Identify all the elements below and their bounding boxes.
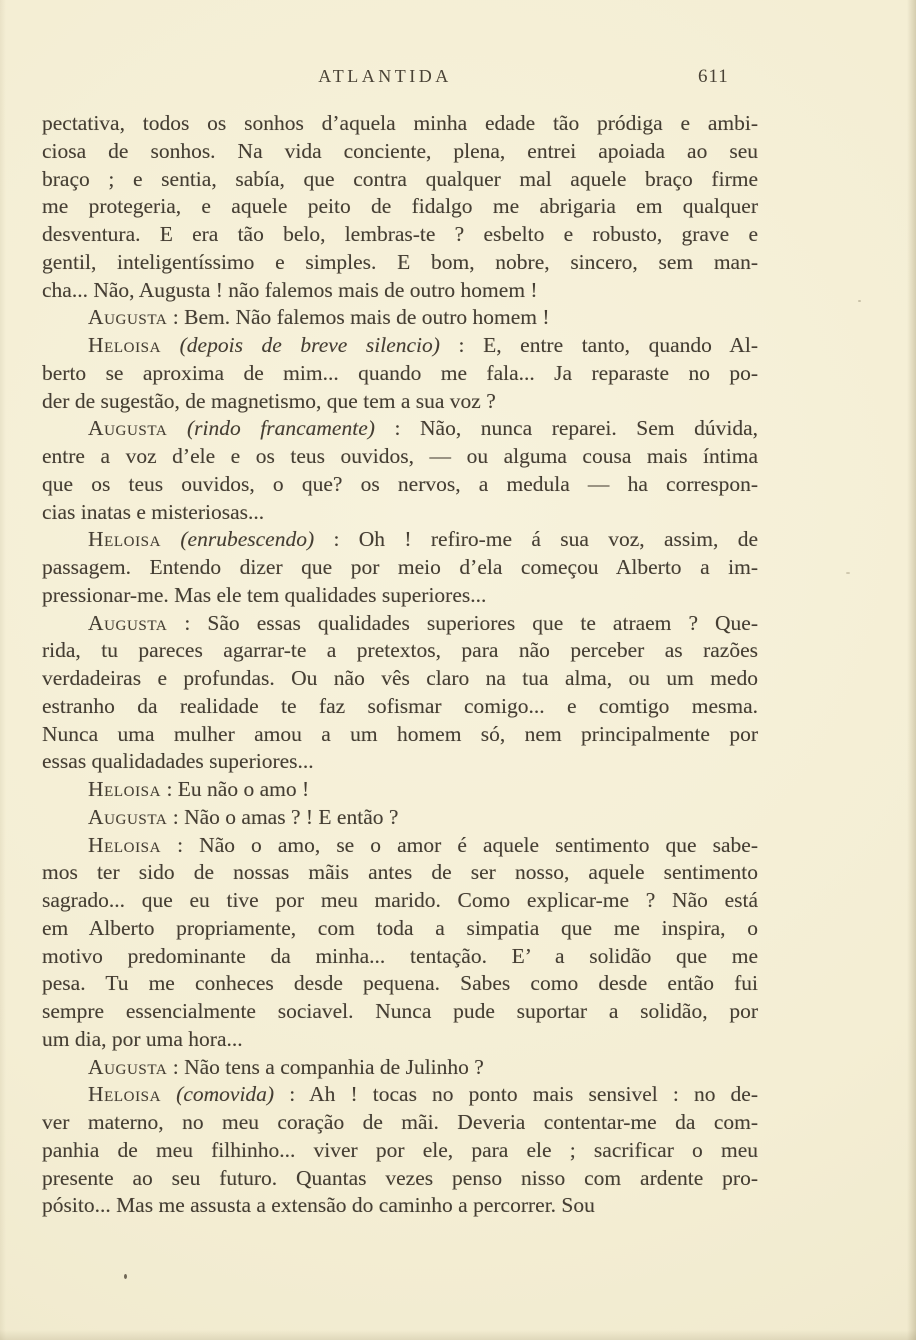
scan-speck [846, 572, 850, 574]
text-line [42, 554, 758, 582]
page-number: 611 [698, 66, 729, 87]
text-line [42, 1081, 758, 1109]
text-run: passagem. Entendo dizer que por meio d’ela começou Alberto a im- [42, 555, 758, 579]
text-line [42, 415, 758, 443]
stage-direction: (comovida) [161, 1082, 275, 1107]
text-line [42, 804, 758, 832]
text-run: desventura. E era tão belo, lembras-te ? esbelto e robusto, grave e [42, 222, 758, 246]
text-line [42, 166, 758, 194]
text-line [42, 138, 758, 166]
page-text [42, 110, 758, 1220]
text-line [42, 637, 758, 665]
scan-speck [124, 1274, 127, 1279]
speaker-name: Augusta [88, 305, 168, 330]
text-run: panhia de meu filhinho... viver por ele, para ele ; sacrificar o meu [42, 1137, 758, 1162]
text-line [42, 471, 758, 499]
text-run: : Não o amo, se o amor é aquele sentimento que sabe- [161, 832, 758, 857]
text-run: pesa. Tu me conheces desde pequena. Sabes como desde então fui [42, 971, 758, 996]
text-run: mos ter sido de nossas mãis antes de ser nosso, aquele sentimento [42, 860, 758, 885]
speaker-name: Heloisa [88, 333, 162, 357]
speaker-name: Augusta [88, 610, 168, 635]
speaker-name: Heloisa [88, 832, 162, 857]
text-line [42, 443, 758, 471]
text-line [42, 249, 758, 277]
stage-direction: (enrubescendo) [161, 527, 315, 552]
text-run: me protegeria, e aquele peito de fidalgo me abrigaria em qualquer [42, 194, 758, 219]
text-line [42, 221, 758, 249]
stage-direction: (depois de breve silencio) [161, 333, 440, 357]
text-line [42, 526, 758, 554]
text-run: : Eu não o amo ! [161, 777, 310, 801]
text-run: presente ao seu futuro. Quantas vezes penso nisso com ardente pro- [42, 1165, 758, 1190]
text-line [42, 110, 758, 138]
text-line [42, 610, 758, 638]
text-line [42, 499, 758, 527]
text-run: essas qualidadades superiores... [42, 749, 314, 774]
text-run: sagrado... que eu tive por meu marido. Como explicar-me ? Não está [42, 888, 758, 912]
text-line [42, 943, 758, 971]
text-line [42, 998, 758, 1026]
text-run: berto se aproxima de mim... quando me fala... Ja reparaste no po- [42, 360, 758, 385]
text-run: que os teus ouvidos, o que? os nervos, a medula — ha correspon- [42, 471, 758, 496]
text-line [42, 665, 758, 693]
text-run: braço ; e sentia, sabía, que contra qualquer mal aquele braço firme [42, 166, 758, 191]
text-run: : Oh ! refiro-me á sua voz, assim, de [314, 527, 758, 552]
text-line [42, 332, 758, 360]
text-line [42, 277, 758, 305]
text-line [42, 304, 758, 332]
text-line [42, 693, 758, 721]
speaker-name: Heloisa [88, 777, 162, 801]
text-run: cias inatas e misteriosas... [42, 499, 265, 524]
text-line [42, 1054, 758, 1082]
text-line [42, 193, 758, 221]
scan-speck [858, 300, 861, 302]
text-line [42, 1026, 758, 1054]
text-run: motivo predominante da minha... tentação. E’ a solidão que me [42, 943, 758, 968]
text-run: verdadeiras e profundas. Ou não vês claro na tua alma, ou um medo [42, 666, 758, 690]
text-run: : Ah ! tocas no ponto mais sensivel : no de- [274, 1082, 759, 1107]
text-run: ver materno, no meu coração de mãi. Deveria contentar-me da com- [42, 1110, 758, 1134]
text-run: um dia, por uma hora... [42, 1026, 243, 1051]
text-run: : Não, nunca reparei. Sem dúvida, [374, 416, 758, 441]
text-run: : E, entre tanto, quando Al- [439, 333, 758, 357]
text-line [42, 1192, 758, 1220]
text-run: : São essas qualidades superiores que te atraem ? Que- [167, 610, 758, 635]
speaker-name: Heloisa [88, 1082, 162, 1107]
speaker-name: Augusta [88, 416, 168, 441]
speaker-name: Augusta [88, 804, 168, 829]
text-run: : Não o amas ? ! E então ? [167, 804, 399, 829]
text-line [42, 1137, 758, 1165]
text-run: pósito... Mas me assusta a extensão do caminho a percorrer. Sou [42, 1193, 595, 1218]
text-run: pressionar-me. Mas ele tem qualidades superiores... [42, 582, 487, 607]
text-line [42, 721, 758, 749]
text-line [42, 915, 758, 943]
speaker-name: Augusta [88, 1054, 168, 1079]
text-run: : Bem. Não falemos mais de outro homem ! [167, 305, 550, 330]
text-line [42, 859, 758, 887]
stage-direction: (rindo francamente) [167, 416, 375, 441]
text-line [42, 582, 758, 610]
text-line [42, 748, 758, 776]
text-line [42, 887, 758, 915]
text-line [42, 832, 758, 860]
text-run: em Alberto propriamente, com toda a simpatia que me inspira, o [42, 915, 758, 940]
text-run: pectativa, todos os sonhos d’aquela minha edade tão pródiga e ambi- [42, 111, 758, 135]
speaker-name: Heloisa [88, 527, 162, 552]
text-run: sempre essencialmente sociavel. Nunca pude suportar a solidão, por [42, 999, 758, 1023]
text-run: gentil, inteligentíssimo e simples. E bom, nobre, sincero, sem man- [42, 249, 758, 274]
text-run: cha... Não, Augusta ! não falemos mais de outro homem ! [42, 277, 538, 302]
text-run: entre a voz d’ele e os teus ouvidos, — ou alguma cousa mais íntima [42, 444, 758, 468]
text-run: Nunca uma mulher amou a um homem só, nem principalmente por [42, 721, 758, 746]
text-line [42, 1165, 758, 1193]
text-line [42, 776, 758, 804]
text-run: : Não tens a companhia de Julinho ? [167, 1054, 484, 1079]
text-run: estranho da realidade te faz sofismar comigo... e comtigo mesma. [42, 693, 758, 718]
text-line [42, 388, 758, 416]
running-title: ATLANTIDA [318, 66, 452, 86]
text-line [42, 970, 758, 998]
text-run: ciosa de sonhos. Na vida conciente, plena, entrei apoiada ao seu [42, 138, 758, 163]
text-line [42, 1109, 758, 1137]
text-line [42, 360, 758, 388]
text-run: rida, tu pareces agarrar-te a pretextos, para não perceber as razões [42, 638, 758, 663]
text-run: der de sugestão, de magnetismo, que tem a sua voz ? [42, 388, 496, 413]
